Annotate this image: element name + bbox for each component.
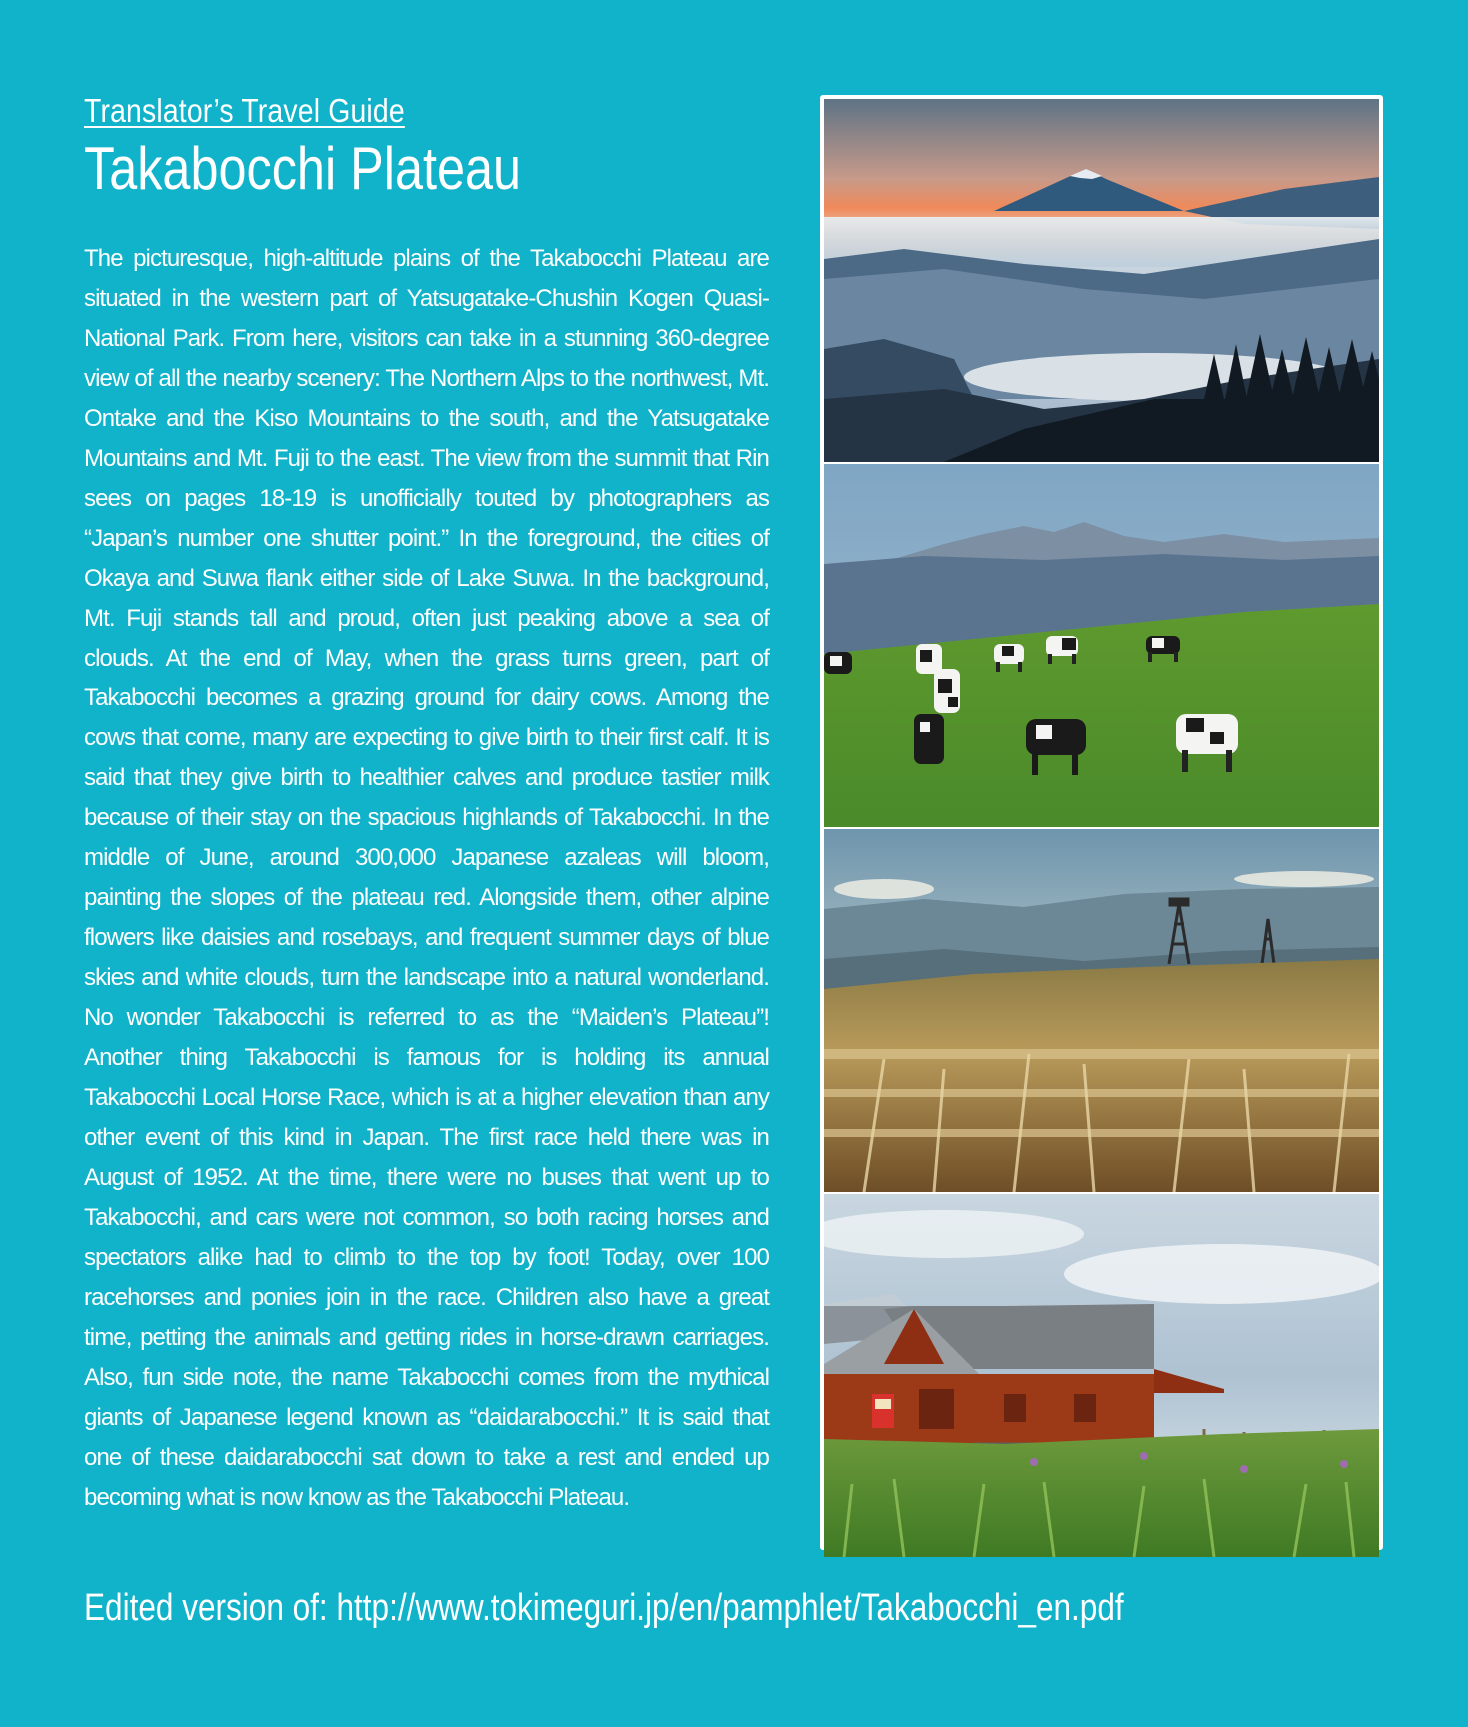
- photo-plateau-lodge: [824, 1194, 1379, 1557]
- photo-fuji-lake-suwa: [824, 99, 1379, 462]
- article-body: The picturesque, high-altitude plains of the Takabocchi Plateau are situated in the western part of Yatsugatake-Chushin Kogen Quasi-National Park. From here, visitors can take in a stunning 360-degree view of all the nearby scenery: The Northern Alps to the northwest, Mt. Ontake and the Kiso Mountains to the south, and the Yatsugatake Mountains and Mt. Fuji to the east. The view from the summit that Rin sees on pages 18-19 is unofficially touted by photographers as “Japan’s number one shutter point.” In the foreground, the cities of Okaya and Suwa flank either side of Lake Suwa. In the background, Mt. Fuji stands tall and proud, often just peaking above a sea of clouds. At the end of May, when the grass turns green, part of Takabocchi becomes a grazing ground for dairy cows. Among the cows that come, many are expecting to give birth to their first calf. It is said that they give birth to healthier calves and produce tastier milk because of their stay on the spacious highlands of Takabocchi. In the middle of June, around 300,000 Japanese azaleas will bloom, painting the slopes of the plateau red. Alongside them, other alpine flowers like daisies and rosebays, and frequent summer days of blue skies and white clouds, turn the landscape into a natural wonderland. No wonder Takabocchi is referred to as the “Maiden’s Plateau”! Another thing Takabocchi is famous for is holding its annual Takabocchi Local Horse Race, which is at a higher elevation than any other event of this kind in Japan. The first race held there was in August of 1952. At the time, there were no buses that went up to Takabocchi, and cars were not common, so both racing horses and spectators alike had to climb to the top by foot! Today, over 100 racehorses and ponies join in the race. Children also have a great time, petting the animals and getting rides in horse-drawn carriages. Also, fun side note, the name Takabocchi comes from the mythical giants of Japanese legend known as “daidarabocchi.” It is said that one of these daidarabocchi sat down to take a rest and ended up becoming what is now know as the Takabocchi Plateau.: [84, 245, 769, 1511]
- article-column: [84, 88, 769, 1518]
- photo-strip: [820, 95, 1383, 1550]
- guide-kicker: Translator’s Travel Guide: [84, 92, 405, 129]
- source-note: Edited version of: http://www.tokimeguri.jp/en/pamphlet/Takabocchi_en.pdf: [84, 1587, 1124, 1629]
- photo-grazing-cows: [824, 464, 1379, 827]
- page-title: Takabocchi Plateau: [84, 135, 522, 202]
- photo-pampas-towers: [824, 829, 1379, 1192]
